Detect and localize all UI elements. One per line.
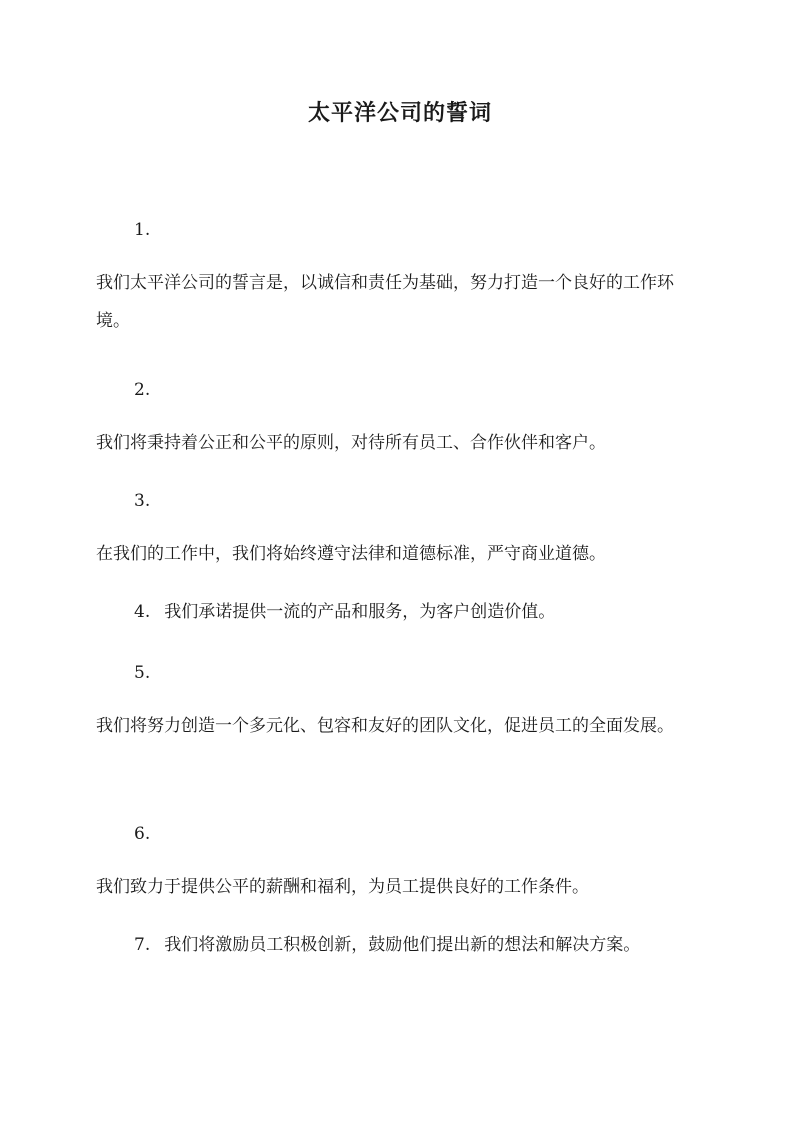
list-item-5 xyxy=(96,654,706,745)
item-number: 7. xyxy=(134,935,151,955)
list-item-6 xyxy=(96,815,706,906)
item-text: 我们将激励员工积极创新，鼓励他们提出新的想法和解决方案。 xyxy=(164,935,641,955)
item-text: 我们承诺提供一流的产品和服务，为客户创造价值。 xyxy=(164,602,556,622)
list-item-7 xyxy=(96,926,706,964)
list-item-1 xyxy=(96,211,706,340)
item-text: 我们太平洋公司的誓言是，以诚信和责任为基础，努力打造一个良好的工作环境。 xyxy=(96,273,674,331)
item-number: 3. xyxy=(134,491,151,511)
item-text: 我们将秉持着公正和公平的原则，对待所有员工、合作伙伴和客户。 xyxy=(96,433,606,453)
item-number: 4. xyxy=(134,602,151,622)
item-text: 在我们的工作中，我们将始终遵守法律和道德标准，严守商业道德。 xyxy=(96,544,606,564)
list-item-2 xyxy=(96,371,706,462)
list-item-4 xyxy=(96,593,706,631)
page-title: 太平洋公司的誓词 xyxy=(307,100,492,126)
item-text: 我们致力于提供公平的薪酬和福利，为员工提供良好的工作条件。 xyxy=(96,877,589,897)
item-number: 1. xyxy=(134,220,151,240)
item-number: 6. xyxy=(134,824,151,844)
list-item-3 xyxy=(96,482,706,573)
item-number: 2. xyxy=(134,380,151,400)
item-number: 5. xyxy=(134,663,151,683)
item-text: 我们将努力创造一个多元化、包容和友好的团队文化，促进员工的全面发展。 xyxy=(96,716,674,736)
